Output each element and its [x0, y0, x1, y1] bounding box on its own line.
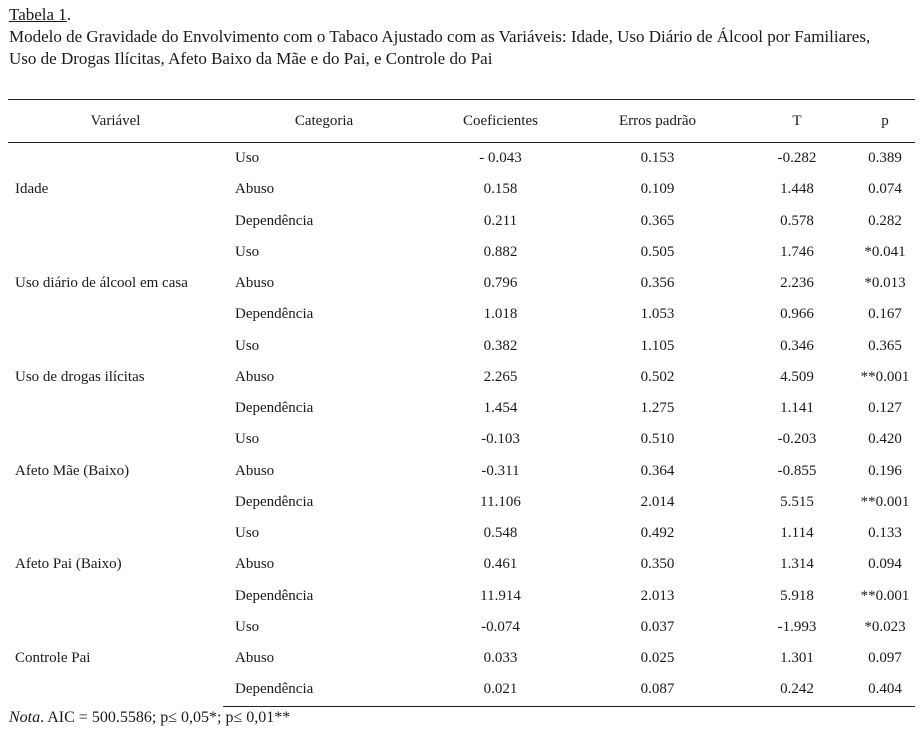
- cell-standard-error: 2.013: [640, 587, 675, 604]
- cell-p: 0.167: [868, 306, 902, 323]
- cell-t: 1.141: [780, 400, 814, 417]
- table-row: [8, 237, 915, 268]
- table-title-line-1: Modelo de Gravidade do Envolvimento com o Tabaco Ajustado com as Variáveis: Idade, Uso Diário de Álcool por Familiares,: [9, 27, 871, 46]
- cell-standard-error: 0.356: [640, 275, 675, 292]
- cell-standard-error: 0.037: [640, 618, 675, 635]
- cell-standard-error: 0.153: [640, 150, 675, 167]
- cell-coefficient: 0.033: [483, 650, 518, 667]
- cell-p: 0.282: [868, 212, 902, 229]
- cell-coefficient: - 0.043: [479, 150, 522, 167]
- cell-coefficient: 0.211: [483, 212, 518, 229]
- cell-p: 0.097: [868, 650, 902, 667]
- cell-standard-error: 0.350: [640, 556, 675, 573]
- cell-standard-error: 1.105: [640, 337, 675, 354]
- cell-category: Abuso: [235, 462, 275, 479]
- cell-standard-error: 1.053: [640, 306, 675, 323]
- cell-coefficient: 1.018: [483, 306, 518, 323]
- cell-standard-error: 0.025: [640, 650, 675, 667]
- note-text: . AIC = 500.5586; p≤ 0,05*; p≤ 0,01**: [40, 709, 291, 726]
- cell-p: *0.013: [864, 275, 906, 292]
- cell-t: 0.346: [780, 337, 814, 354]
- cell-t: -0.282: [777, 150, 817, 167]
- cell-category: Uso: [235, 150, 260, 167]
- cell-p: 0.127: [868, 400, 902, 417]
- header-p: p: [855, 100, 915, 143]
- cell-p: **0.001: [860, 587, 910, 604]
- cell-standard-error: 0.087: [576, 674, 739, 706]
- cell-standard-error: 0.505: [640, 243, 675, 260]
- cell-t: 1.746: [780, 243, 814, 260]
- cell-t: -0.855: [777, 462, 817, 479]
- table-row: [8, 331, 915, 362]
- table-label: [9, 4, 919, 26]
- table-title-line-2: Uso de Drogas Ilícitas, Afeto Baixo da Mãe e do Pai, e Controle do Pai: [9, 49, 493, 68]
- table-label-suffix: .: [66, 5, 72, 24]
- cell-category: Abuso: [235, 275, 275, 292]
- cell-t: -1.993: [777, 618, 817, 635]
- header-category: Categoria: [223, 100, 425, 143]
- header-coefficients: Coeficientes: [425, 100, 576, 143]
- cell-coefficient: -0.311: [481, 462, 520, 479]
- cell-coefficient: 0.021: [425, 674, 576, 706]
- cell-variable: Afeto Pai (Baixo): [15, 556, 122, 573]
- cell-category: Abuso: [235, 556, 275, 573]
- table-header-row: [8, 100, 915, 143]
- table-row: [8, 612, 915, 643]
- table-body: [8, 143, 915, 707]
- cell-p: 0.404: [855, 674, 915, 706]
- cell-variable: Afeto Mãe (Baixo): [15, 462, 130, 479]
- cell-coefficient: 0.796: [483, 275, 518, 292]
- cell-standard-error: 0.365: [640, 212, 675, 229]
- cell-coefficient: 0.382: [483, 337, 518, 354]
- cell-p: 0.196: [868, 462, 902, 479]
- cell-category: Uso: [235, 525, 260, 542]
- cell-standard-error: 1.275: [640, 400, 675, 417]
- cell-p: 0.365: [868, 337, 902, 354]
- cell-t: 1.314: [780, 556, 814, 573]
- cell-category: Uso: [235, 618, 260, 635]
- cell-coefficient: 0.158: [483, 181, 518, 198]
- cell-category: Abuso: [235, 650, 275, 667]
- cell-t: 0.966: [780, 306, 814, 323]
- cell-standard-error: 0.502: [640, 368, 675, 385]
- cell-category: Abuso: [235, 181, 275, 198]
- table-note: [9, 709, 290, 727]
- cell-variable: Uso de drogas ilícitas: [15, 368, 145, 385]
- cell-t: 1.114: [780, 525, 814, 542]
- cell-coefficient: 0.461: [483, 556, 518, 573]
- cell-variable: Uso diário de álcool em casa: [15, 275, 188, 292]
- cell-t: 5.918: [780, 587, 814, 604]
- cell-category: Dependência: [235, 306, 314, 323]
- cell-t: 5.515: [780, 493, 814, 510]
- cell-standard-error: 0.109: [640, 181, 675, 198]
- cell-t: 2.236: [780, 275, 814, 292]
- table-caption: [9, 4, 919, 70]
- cell-coefficient: 0.882: [483, 243, 518, 260]
- cell-coefficient: -0.074: [481, 618, 520, 635]
- results-table-container: [8, 99, 915, 707]
- cell-category: Abuso: [235, 368, 275, 385]
- cell-coefficient: -0.103: [481, 431, 520, 448]
- cell-category: Dependência: [223, 674, 425, 706]
- cell-standard-error: 0.510: [640, 431, 675, 448]
- cell-p: 0.074: [868, 181, 902, 198]
- cell-category: Uso: [235, 431, 260, 448]
- cell-standard-error: 2.014: [640, 493, 675, 510]
- cell-coefficient: 0.548: [483, 525, 518, 542]
- table-label-text: Tabela 1: [9, 5, 67, 24]
- results-table: [8, 99, 915, 707]
- header-variable: Variável: [8, 100, 223, 143]
- cell-variable: Idade: [15, 181, 49, 198]
- cell-coefficient: 11.106: [480, 493, 521, 510]
- header-t: T: [739, 100, 855, 143]
- header-standard-errors: Erros padrão: [576, 100, 739, 143]
- cell-category: Dependência: [235, 493, 314, 510]
- cell-p: **0.001: [860, 368, 910, 385]
- cell-t: 1.301: [780, 650, 814, 667]
- table-row: [8, 518, 915, 549]
- cell-category: Uso: [235, 243, 260, 260]
- cell-coefficient: 11.914: [480, 587, 521, 604]
- cell-p: *0.041: [864, 243, 906, 260]
- cell-t: 0.578: [780, 212, 814, 229]
- cell-standard-error: 0.364: [640, 462, 675, 479]
- cell-p: **0.001: [860, 493, 910, 510]
- cell-variable: Controle Pai: [15, 650, 91, 667]
- cell-coefficient: 1.454: [483, 400, 518, 417]
- cell-category: Dependência: [235, 587, 314, 604]
- cell-p: 0.094: [868, 556, 902, 573]
- cell-category: Uso: [235, 337, 260, 354]
- cell-p: *0.023: [864, 618, 906, 635]
- cell-p: 0.133: [868, 525, 902, 542]
- cell-t: -0.203: [777, 431, 817, 448]
- cell-p: 0.420: [868, 431, 902, 448]
- cell-t: 4.509: [780, 368, 814, 385]
- table-row: [8, 424, 915, 455]
- cell-t: 0.242: [739, 674, 855, 706]
- cell-standard-error: 0.492: [640, 525, 675, 542]
- cell-category: Dependência: [235, 212, 314, 229]
- note-label: Nota: [9, 709, 41, 726]
- cell-p: 0.389: [868, 150, 902, 167]
- cell-category: Dependência: [235, 400, 314, 417]
- cell-t: 1.448: [780, 181, 814, 198]
- cell-coefficient: 2.265: [483, 368, 518, 385]
- table-row: [8, 143, 915, 175]
